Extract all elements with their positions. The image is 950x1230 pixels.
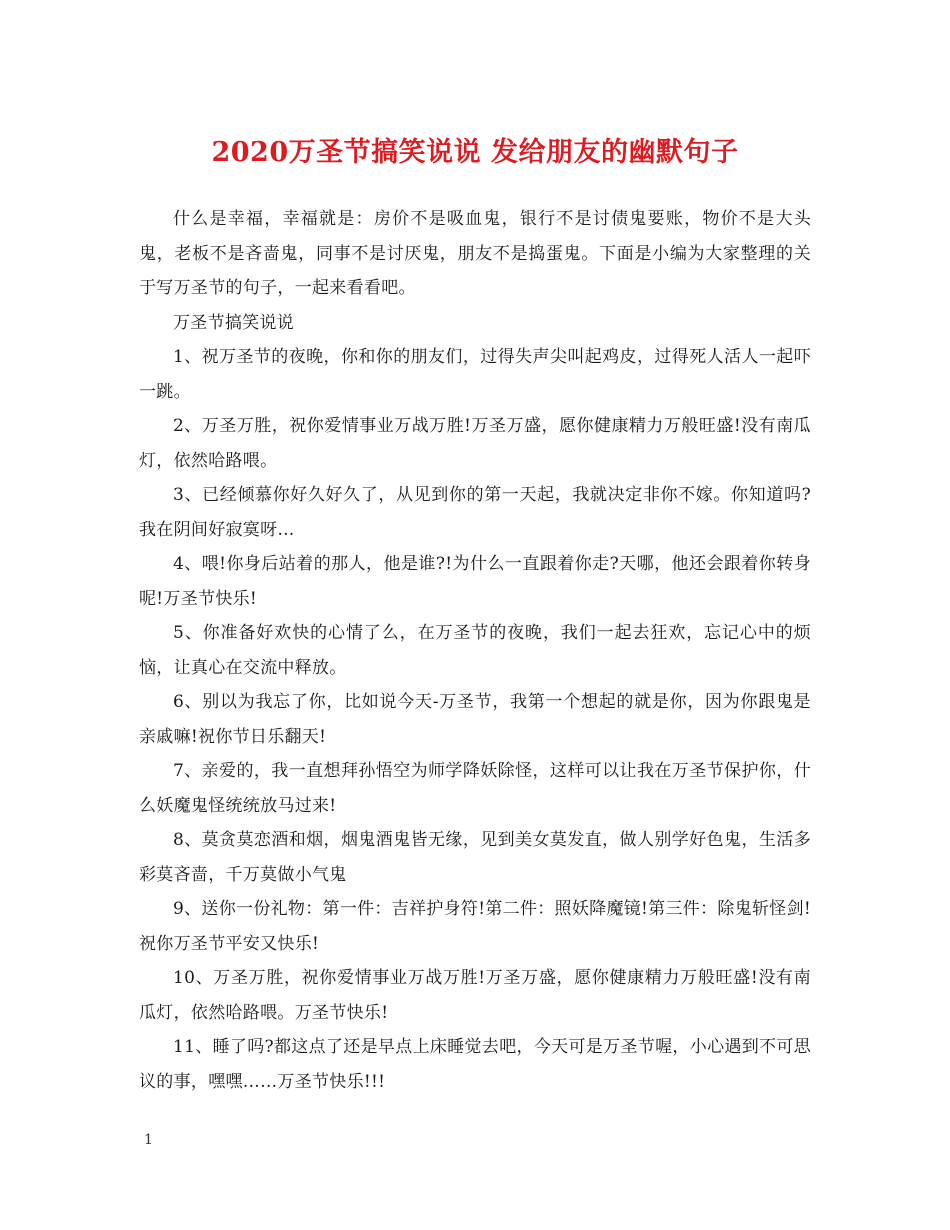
list-item: 6、别以为我忘了你，比如说今天-万圣节，我第一个想起的就是你，因为你跟鬼是亲戚嘛!祝你节日乐翻天! xyxy=(139,692,811,747)
list-item: 11、睡了吗?都这点了还是早点上床睡觉去吧，今天可是万圣节喔，小心遇到不可思议的事，嘿嘿……万圣节快乐!!! xyxy=(139,1037,811,1092)
list-item: 3、已经倾慕你好久好久了，从见到你的第一天起，我就决定非你不嫁。你知道吗?我在阴间好寂寞呀… xyxy=(139,485,811,540)
list-item: 2、万圣万胜，祝你爱情事业万战万胜!万圣万盛，愿你健康精力万般旺盛!没有南瓜灯，依然哈路喂。 xyxy=(139,416,811,471)
section-heading: 万圣节搞笑说说 xyxy=(173,312,295,333)
list-item: 4、喂!你身后站着的那人，他是谁?!为什么一直跟着你走?天哪，他还会跟着你转身呢!万圣节快乐! xyxy=(139,554,811,609)
list-item: 5、你准备好欢快的心情了么，在万圣节的夜晚，我们一起去狂欢，忘记心中的烦恼，让真心在交流中释放。 xyxy=(139,623,811,678)
page-number: 1 xyxy=(144,1132,153,1148)
document-title: 2020万圣节搞笑说说 发给朋友的幽默句子 xyxy=(211,137,739,168)
list-item: 9、送你一份礼物：第一件：吉祥护身符!第二件：照妖降魔镜!第三件：除鬼斩怪剑!祝你万圣节平安又快乐! xyxy=(139,899,812,954)
document-body xyxy=(139,202,811,1099)
list-item: 7、亲爱的，我一直想拜孙悟空为师学降妖除怪，这样可以让我在万圣节保护你，什么妖魔鬼怪统统放马过来! xyxy=(139,761,811,816)
list-item: 1、祝万圣节的夜晚，你和你的朋友们，过得失声尖叫起鸡皮，过得死人活人一起吓一跳。 xyxy=(139,347,811,402)
list-item: 8、莫贪莫恋酒和烟，烟鬼酒鬼皆无缘，见到美女莫发直，做人别学好色鬼，生活多彩莫吝啬，千万莫做小气鬼 xyxy=(139,830,811,885)
intro-paragraph: 什么是幸福，幸福就是：房价不是吸血鬼，银行不是讨债鬼要账，物价不是大头鬼，老板不是吝啬鬼，同事不是讨厌鬼，朋友不是捣蛋鬼。下面是小编为大家整理的关于写万圣节的句子，一起来看看吧。 xyxy=(139,209,811,298)
list-item: 10、万圣万胜，祝你爱情事业万战万胜!万圣万盛，愿你健康精力万般旺盛!没有南瓜灯，依然哈路喂。万圣节快乐! xyxy=(139,968,811,1023)
